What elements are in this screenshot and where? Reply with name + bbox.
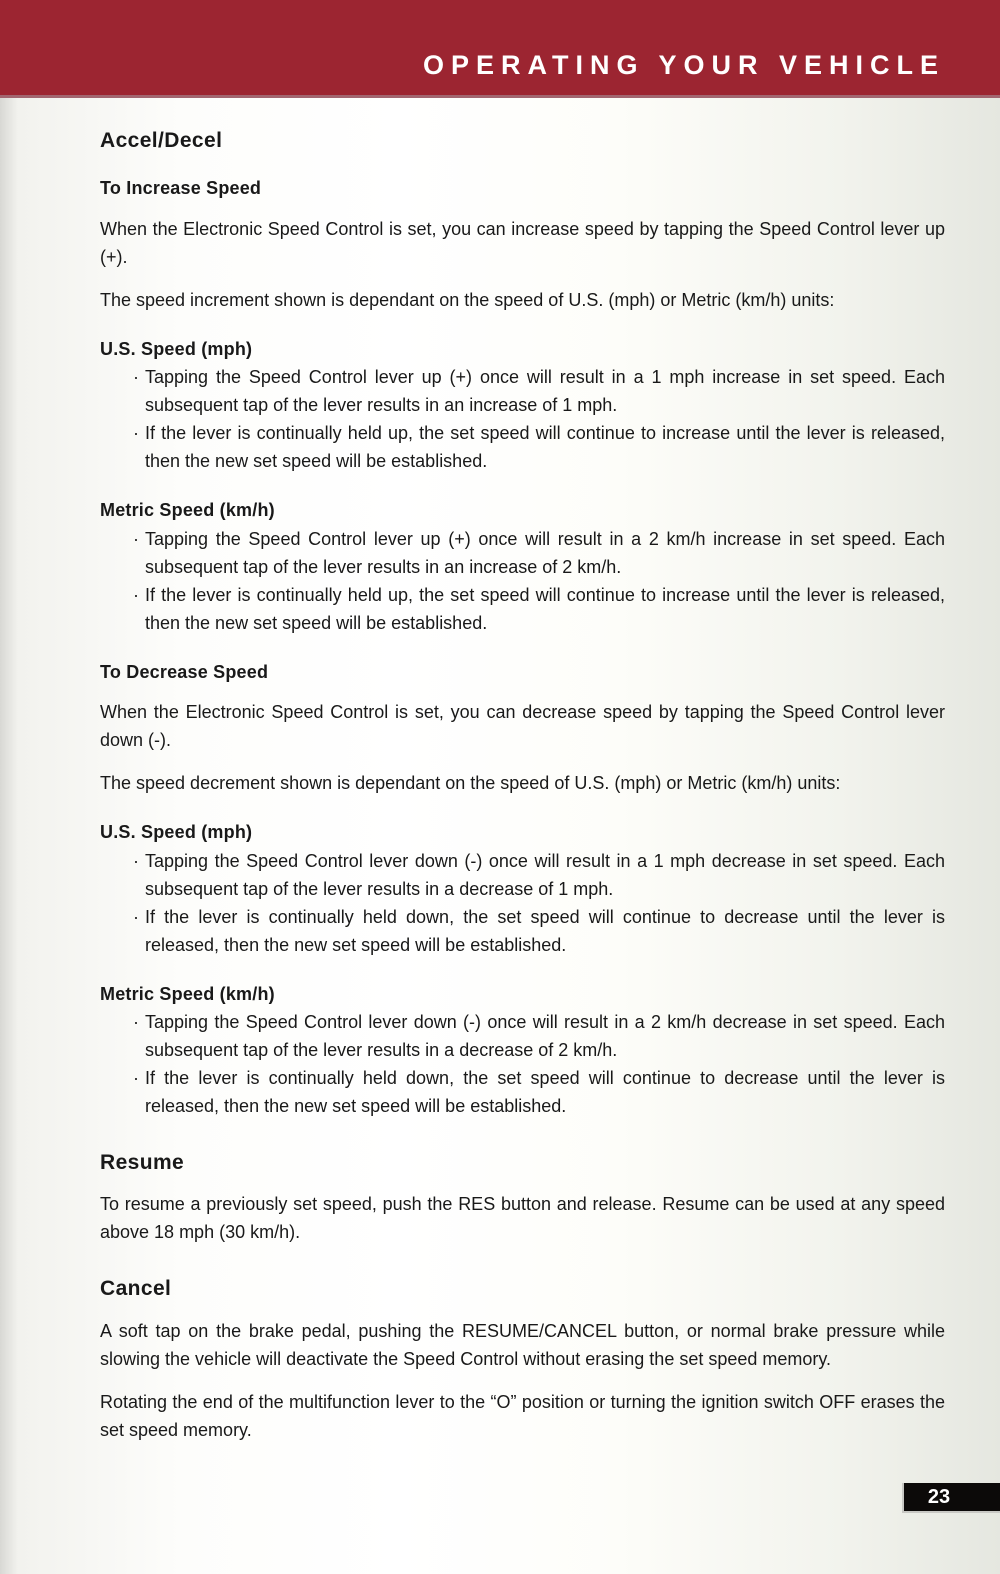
- subsection-heading: To Increase Speed: [100, 178, 262, 199]
- bullet-dot: ·: [133, 584, 139, 605]
- bullet-item: [100, 363, 945, 419]
- section-heading: Accel/Decel: [100, 129, 223, 152]
- page-number-badge: [902, 1483, 1000, 1513]
- bullet-text: If the lever is continually held up, the set speed will continue to increase until the lever is released, then the new set speed will be established.: [145, 584, 945, 633]
- chapter-header-band: [0, 0, 1000, 98]
- bullet-item: [100, 1064, 945, 1120]
- bullet-text: Tapping the Speed Control lever up (+) once will result in a 1 mph increase in set speed. Each subsequent tap of the lever results in an increase of 1 mph.: [145, 367, 945, 416]
- bullet-dot: ·: [133, 367, 139, 388]
- body-paragraph: A soft tap on the brake pedal, pushing the RESUME/CANCEL button, or normal brake pressure while slowing the vehicle will deactivate the Speed Control without erasing the set speed memory.: [100, 1320, 945, 1369]
- document-body: [0, 128, 1000, 1444]
- bullet-text: Tapping the Speed Control lever down (-) once will result in a 2 km/h decrease in set speed. Each subsequent tap of the lever results in a decrease of 2 km/h.: [145, 1012, 945, 1061]
- bullet-text: Tapping the Speed Control lever up (+) once will result in a 2 km/h increase in set speed. Each subsequent tap of the lever results in an increase of 2 km/h.: [145, 528, 945, 577]
- bullet-dot: ·: [133, 1012, 139, 1033]
- bullet-item: [100, 525, 945, 581]
- bullet-dot: ·: [133, 528, 139, 549]
- subsection-heading: U.S. Speed (mph): [100, 338, 253, 359]
- bullet-item: [100, 847, 945, 903]
- bullet-dot: ·: [133, 1068, 139, 1089]
- body-paragraph: To resume a previously set speed, push the RES button and release. Resume can be used at any speed above 18 mph (30 km/h).: [100, 1194, 945, 1243]
- bullet-item: [100, 1008, 945, 1064]
- page-number: 23: [927, 1486, 951, 1508]
- bullet-text: If the lever is continually held up, the set speed will continue to increase until the lever is released, then the new set speed will be established.: [145, 423, 945, 472]
- subsection-heading: To Decrease Speed: [100, 661, 269, 682]
- bullet-text: If the lever is continually held down, the set speed will continue to decrease until the lever is released, then the new set speed will be established.: [145, 906, 945, 955]
- bullet-item: [100, 581, 945, 637]
- bullet-list: [100, 363, 945, 475]
- subsection-heading: U.S. Speed (mph): [100, 822, 253, 843]
- body-paragraph: The speed decrement shown is dependant on the speed of U.S. (mph) or Metric (km/h) units:: [100, 773, 841, 794]
- bullet-list: [100, 1008, 945, 1120]
- body-paragraph: The speed increment shown is dependant on the speed of U.S. (mph) or Metric (km/h) units:: [100, 289, 835, 310]
- bullet-item: [100, 419, 945, 475]
- bullet-dot: ·: [133, 906, 139, 927]
- body-paragraph: When the Electronic Speed Control is set, you can increase speed by tapping the Speed Control lever up (+).: [100, 218, 945, 267]
- subsection-heading: Metric Speed (km/h): [100, 983, 275, 1004]
- section-heading: Cancel: [100, 1277, 172, 1301]
- body-paragraph: When the Electronic Speed Control is set, you can decrease speed by tapping the Speed Control lever down (-).: [100, 702, 945, 751]
- bullet-dot: ·: [133, 423, 139, 444]
- bullet-list: [100, 847, 945, 959]
- chapter-title: OPERATING YOUR VEHICLE: [422, 50, 945, 80]
- section-heading: Resume: [100, 1151, 185, 1175]
- subsection-heading: Metric Speed (km/h): [100, 500, 275, 521]
- bullet-text: Tapping the Speed Control lever down (-) once will result in a 1 mph decrease in set speed. Each subsequent tap of the lever results in a decrease of 1 mph.: [145, 850, 945, 899]
- bullet-list: [100, 525, 945, 637]
- bullet-item: [100, 903, 945, 959]
- bullet-dot: ·: [133, 850, 139, 871]
- body-paragraph: Rotating the end of the multifunction lever to the “O” position or turning the ignition switch OFF erases the set speed memory.: [100, 1391, 945, 1440]
- bullet-text: If the lever is continually held down, the set speed will continue to decrease until the lever is released, then the new set speed will be established.: [145, 1068, 945, 1117]
